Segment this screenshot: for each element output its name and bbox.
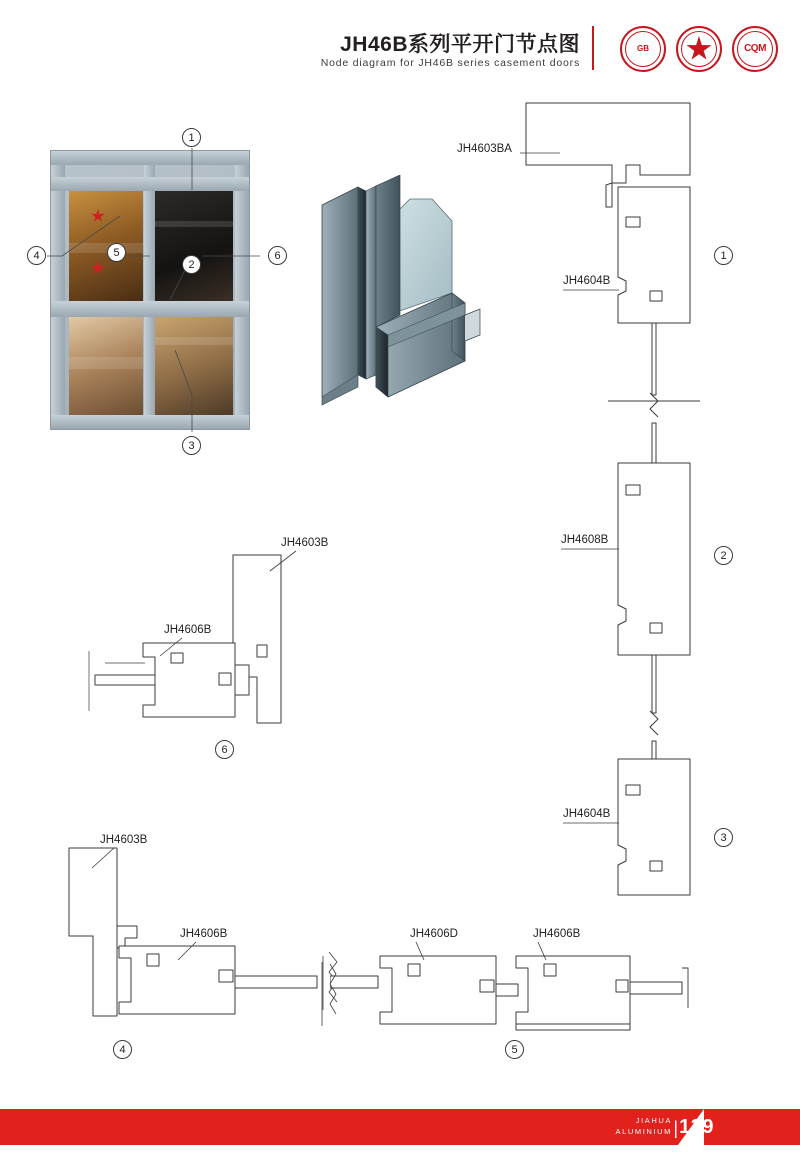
leader-4-jh4606b [166,940,198,962]
part-label-jh4608b: JH4608B [561,534,609,546]
part-label-5-jh4606d: JH4606D [410,928,458,940]
leader-6-jh4603b [262,549,298,573]
part-label-4-jh4606b: JH4606B [180,928,228,940]
gb-logo-label: GB [625,31,661,67]
photo-callout-5: 5 [107,243,126,262]
right-callout-1: 1 [714,246,733,265]
leader-jh4608b [561,547,619,557]
page-subtitle: Node diagram for JH46B series casement doors [320,57,580,69]
leader-5-jh4606d [414,940,428,962]
part-label-6-jh4606b: JH4606B [164,624,212,636]
leader-jh4604b-top [563,288,619,298]
part-label-4-jh4603b: JH4603B [100,834,148,846]
photo-callout-4: 4 [27,246,46,265]
part-label-5-jh4606b: JH4606B [533,928,581,940]
cqm-logo-label: CQM [737,31,773,67]
part-label-6-jh4603b: JH4603B [281,537,329,549]
part-label-jh4603ba: JH4603BA [457,143,512,155]
leader-jh4603ba [520,148,560,160]
part-label-jh4604b-top: JH4604B [563,275,611,287]
jiahua-logo-icon [724,1112,786,1142]
footer-separator: | [673,1118,678,1138]
detail-callout-6: 6 [215,740,234,759]
corner-3d-render [300,175,490,420]
leader-6-jh4606b [148,636,184,658]
right-callout-3: 3 [714,828,733,847]
leader-5-jh4606b [536,940,550,962]
footer-page-number: 139 [679,1116,714,1138]
footer-brand-line1: JIAHUA [635,1116,672,1125]
detail-node-6 [85,545,365,735]
detail-callout-5: 5 [505,1040,524,1059]
page-title: JH46B系列平开门节点图 [340,33,580,56]
footer-brand-line2: ALUMINIUM [615,1127,672,1136]
part-label-jh4604b-bottom: JH4604B [563,808,611,820]
photo-callout-2: 2 [182,255,201,274]
detail-callout-4: 4 [113,1040,132,1059]
detail-node-5 [330,938,690,1033]
break-symbol-4-5 [318,962,338,1032]
leader-4-jh4603b [84,846,118,870]
footer-brand [616,1115,673,1137]
photo-callout-1: 1 [182,128,201,147]
photo-callout-3: 3 [182,436,201,455]
right-profile-column [500,95,760,905]
right-callout-2: 2 [714,546,733,565]
page-footer [0,1109,800,1145]
photo-callout-6: 6 [268,246,287,265]
leader-jh4604b-bottom [563,821,619,831]
